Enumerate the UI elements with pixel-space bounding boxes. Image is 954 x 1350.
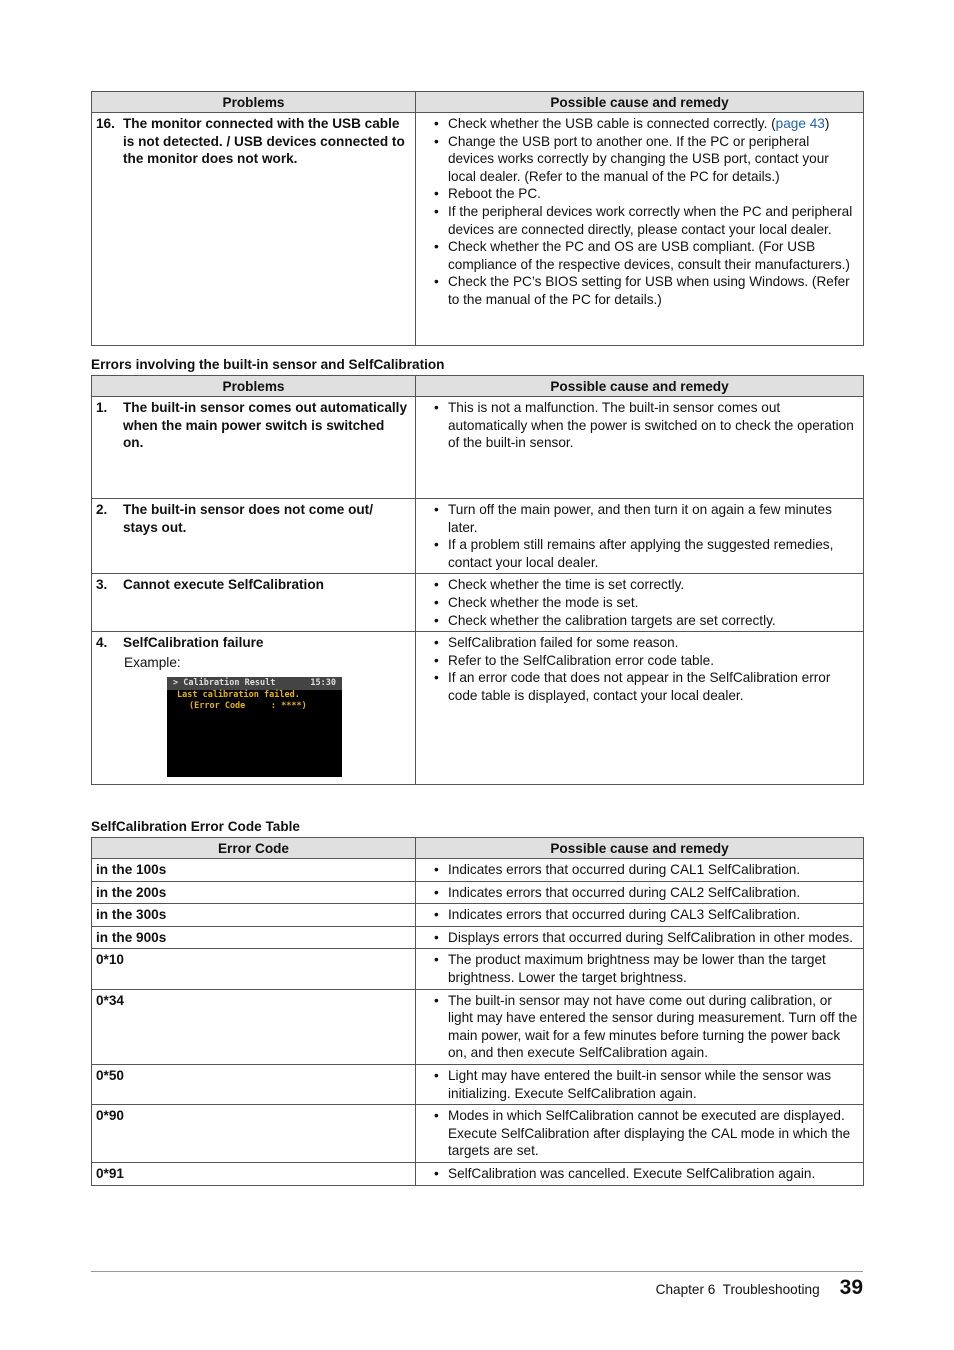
table-row bbox=[92, 989, 864, 1064]
sensor-error-table bbox=[91, 375, 864, 785]
remedy-cell bbox=[416, 397, 864, 499]
table-row bbox=[92, 926, 864, 949]
table-row bbox=[92, 632, 864, 785]
table-row bbox=[92, 859, 864, 882]
error-code: in the 300s bbox=[92, 904, 416, 927]
remedy-item: • SelfCalibration was cancelled. Execute SelfCalibration again. bbox=[448, 1165, 859, 1183]
page-43-link[interactable]: page 43 bbox=[775, 116, 825, 131]
section-title-sensor: Errors involving the built-in sensor and SelfCalibration bbox=[91, 357, 445, 372]
remedy-item: • The product maximum brightness may be lower than the target brightness. Lower the target brightness. bbox=[448, 951, 859, 986]
remedy-item: • Check whether the PC and OS are USB compliant. (For USB compliance of the respective devices, consult their manufacturers.) bbox=[448, 238, 859, 273]
remedy-item: • If a problem still remains after applying the suggested remedies, contact your local dealer. bbox=[448, 536, 859, 571]
remedy-item: • Turn off the main power, and then turn it on again a few minutes later. bbox=[448, 501, 859, 536]
remedy-item: • The built-in sensor may not have come out during calibration, or light may have entered the sensor during measurement. Turn off the main power, wait for a few minutes before turning the power back on, and then execute SelfCalibration again. bbox=[448, 992, 859, 1062]
remedy-item: • Check whether the time is set correctly. bbox=[448, 576, 859, 594]
problem-cell: 4. SelfCalibration failure Example: > Calibration Result 15:30 Last calibration failed. (Error Code : ****) bbox=[92, 632, 416, 785]
problem-text: The monitor connected with the USB cable is not detected. / USB devices connected to the monitor does not work. bbox=[123, 116, 405, 167]
error-code-table bbox=[91, 837, 864, 1186]
remedy-item: • Change the USB port to another one. If the PC or peripheral devices works correctly by changing the USB port, contact your local dealer. (Refer to the manual of the PC for details.) bbox=[448, 133, 859, 186]
usb-problem-table bbox=[91, 91, 864, 346]
calibration-result-screenshot: > Calibration Result 15:30 Last calibration failed. (Error Code : ****) bbox=[167, 677, 342, 777]
remedy-item: • Light may have entered the built-in sensor while the sensor was initializing. Execute SelfCalibration again. bbox=[448, 1067, 859, 1102]
column-header-problems: Problems bbox=[92, 376, 416, 397]
example-label: Example: bbox=[124, 654, 181, 670]
osd-title-bar: > Calibration Result 15:30 bbox=[167, 677, 342, 690]
problem-number: 16. bbox=[96, 116, 115, 131]
error-code: in the 900s bbox=[92, 926, 416, 949]
remedy-item: • Indicates errors that occurred during CAL2 SelfCalibration. bbox=[448, 884, 859, 902]
remedy-item: • This is not a malfunction. The built-in sensor comes out automatically when the power is switched on to check the operation of the built-in sensor. bbox=[448, 399, 859, 452]
remedy-item: • SelfCalibration failed for some reason. bbox=[448, 634, 859, 652]
table-row bbox=[92, 949, 864, 989]
column-header-error-code: Error Code bbox=[92, 838, 416, 859]
remedy-item: • Indicates errors that occurred during CAL1 SelfCalibration. bbox=[448, 861, 859, 879]
remedy-cell bbox=[416, 113, 864, 346]
problem-cell: 3. Cannot execute SelfCalibration bbox=[92, 574, 416, 632]
page-footer bbox=[655, 1276, 863, 1299]
column-header-remedy: Possible cause and remedy bbox=[416, 92, 864, 113]
error-code: 0*34 bbox=[92, 989, 416, 1064]
remedy-item: • Reboot the PC. bbox=[448, 185, 859, 203]
remedy-item: • Modes in which SelfCalibration cannot be executed are displayed. bbox=[448, 1107, 859, 1125]
chapter-label: Chapter 6 Troubleshooting bbox=[655, 1282, 820, 1297]
error-code: 0*90 bbox=[92, 1105, 416, 1163]
section-title-error-codes: SelfCalibration Error Code Table bbox=[91, 819, 300, 834]
remedy-item: • Indicates errors that occurred during CAL3 SelfCalibration. bbox=[448, 906, 859, 924]
column-header-problems: Problems bbox=[92, 92, 416, 113]
table-row bbox=[92, 1064, 864, 1104]
error-code: in the 200s bbox=[92, 881, 416, 904]
table-row bbox=[92, 904, 864, 927]
remedy-item: • If the peripheral devices work correctly when the PC and peripheral devices are connected directly, please contact your local dealer. bbox=[448, 203, 859, 238]
remedy-cell bbox=[416, 499, 864, 574]
remedy-item: • Check the PC’s BIOS setting for USB when using Windows. (Refer to the manual of the PC for details.) bbox=[448, 273, 859, 308]
problem-cell: 2. The built-in sensor does not come out/ stays out. bbox=[92, 499, 416, 574]
table-row bbox=[92, 881, 864, 904]
table-row bbox=[92, 1162, 864, 1185]
page-number: 39 bbox=[839, 1276, 863, 1299]
problem-cell: 1. The built-in sensor comes out automatically when the main power switch is switched on. bbox=[92, 397, 416, 499]
error-code: 0*91 bbox=[92, 1162, 416, 1185]
remedy-item: • If an error code that does not appear in the SelfCalibration error code table is displayed, contact your local dealer. bbox=[448, 669, 859, 704]
remedy-item: • Check whether the USB cable is connected correctly. (page 43) bbox=[448, 115, 859, 133]
table-row bbox=[92, 113, 864, 346]
table-row bbox=[92, 574, 864, 632]
table-row bbox=[92, 499, 864, 574]
error-code: 0*10 bbox=[92, 949, 416, 989]
remedy-item: • Refer to the SelfCalibration error code table. bbox=[448, 652, 859, 670]
remedy-cell bbox=[416, 632, 864, 785]
footer-divider bbox=[91, 1271, 863, 1272]
column-header-remedy: Possible cause and remedy bbox=[416, 376, 864, 397]
column-header-remedy: Possible cause and remedy bbox=[416, 838, 864, 859]
remedy-cell bbox=[416, 574, 864, 632]
error-code: 0*50 bbox=[92, 1064, 416, 1104]
error-code: in the 100s bbox=[92, 859, 416, 882]
remedy-item: • Displays errors that occurred during SelfCalibration in other modes. bbox=[448, 929, 859, 947]
remedy-item: • Check whether the calibration targets are set correctly. bbox=[448, 612, 859, 630]
table-row bbox=[92, 1105, 864, 1163]
table-row bbox=[92, 397, 864, 499]
problem-cell bbox=[92, 113, 416, 346]
remedy-item: • Check whether the mode is set. bbox=[448, 594, 859, 612]
remedy-continuation: Execute SelfCalibration after displaying the CAL mode in which the targets are set. bbox=[448, 1125, 851, 1159]
